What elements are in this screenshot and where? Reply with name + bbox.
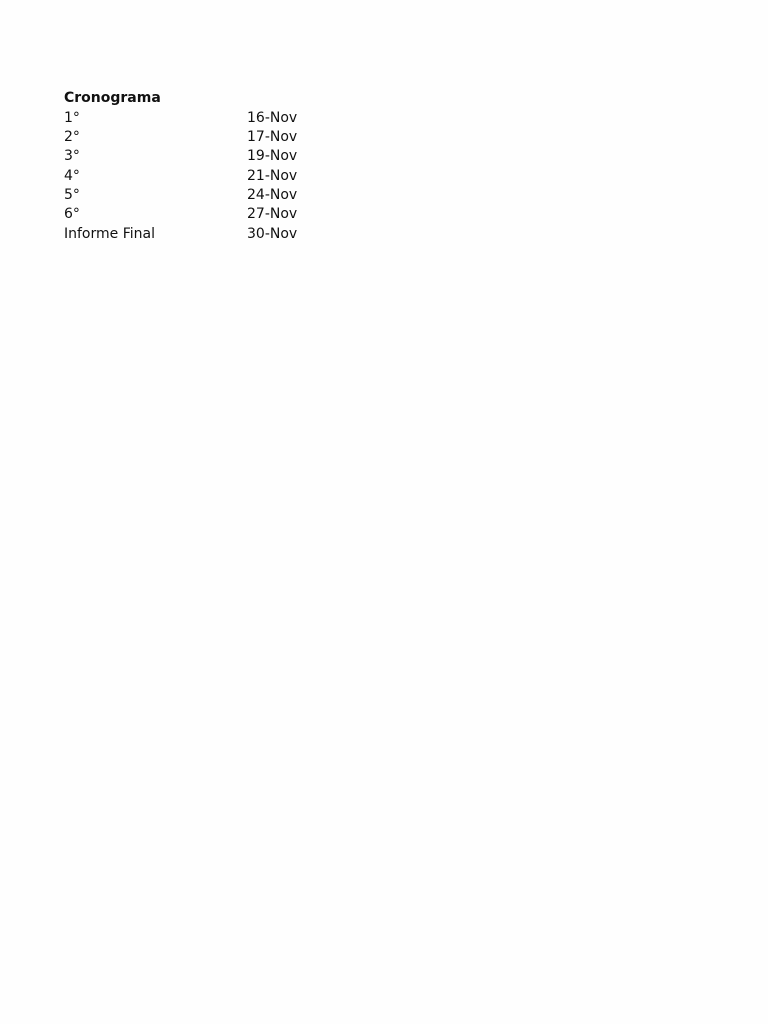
schedule-row-label: 2° xyxy=(64,128,80,145)
schedule-row-label: 3° xyxy=(64,148,80,165)
schedule-row xyxy=(64,186,367,205)
schedule-row-label: 5° xyxy=(64,187,80,204)
schedule-row-label: 4° xyxy=(64,167,80,184)
schedule-title: Cronograma xyxy=(64,90,161,106)
schedule-row xyxy=(64,147,367,166)
schedule-row-date: 21-Nov xyxy=(247,167,298,184)
schedule-row-date: 19-Nov xyxy=(247,148,298,165)
schedule-row-date: 16-Nov xyxy=(247,109,298,126)
schedule-row xyxy=(64,109,367,128)
schedule-row-date: 27-Nov xyxy=(247,206,298,223)
schedule-row-date: 30-Nov xyxy=(247,225,298,242)
schedule-row xyxy=(64,128,367,147)
schedule-row-label: 6° xyxy=(64,206,80,223)
schedule-row xyxy=(64,225,367,244)
schedule-row-date: 17-Nov xyxy=(247,128,298,145)
schedule-row-label: 1° xyxy=(64,109,80,126)
schedule-row xyxy=(64,167,367,186)
schedule-row-date: 24-Nov xyxy=(247,187,298,204)
schedule-row xyxy=(64,205,367,224)
schedule-sheet xyxy=(64,89,367,244)
schedule-row-label: Informe Final xyxy=(64,225,155,242)
